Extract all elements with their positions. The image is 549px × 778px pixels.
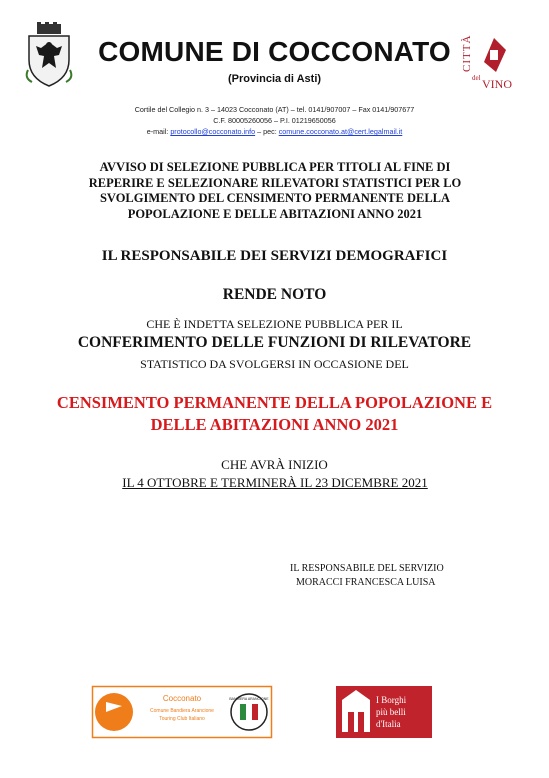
address-line: Cortile del Collegio n. 3 – 14023 Cocconato (AT) – tel. 0141/907007 – Fax 0141/907677 bbox=[134, 105, 415, 114]
statistico-line: STATISTICO DA SVOLGERSI IN OCCASIONE DEL bbox=[140, 357, 409, 371]
dates-line: IL 4 OTTOBRE E TERMINERÀ IL 23 DICEMBRE 2021 bbox=[122, 475, 428, 490]
bandiera-badge: BANDIERA ARANCIONE bbox=[229, 697, 269, 701]
signature-name: MORACCI FRANCESCA LUISA bbox=[296, 577, 436, 588]
pec-prefix: – pec: bbox=[255, 127, 279, 136]
notice-heading-line: AVVISO DI SELEZIONE PUBBLICA PER TITOLI AL FINE DI bbox=[99, 160, 451, 174]
indetta-line: CHE È INDETTA SELEZIONE PUBBLICA PER IL bbox=[146, 317, 403, 331]
pec-link[interactable]: comune.cocconato.at@cert.legalmail.it bbox=[278, 127, 403, 136]
notice-heading-line: REPERIRE E SELEZIONARE RILEVATORI STATISTICI PER LO bbox=[88, 175, 462, 190]
notice-heading-line: POPOLAZIONE E DELLE ABITAZIONI ANNO 2021 bbox=[127, 206, 423, 221]
town-title: COMUNE DI COCCONATO bbox=[98, 36, 451, 67]
bandiera-line2: Touring Club Italiano bbox=[159, 716, 205, 722]
signature-role: IL RESPONSABILE DEL SERVIZIO bbox=[290, 563, 444, 574]
citta-label: CITTÀ bbox=[461, 34, 473, 72]
contact-email-line bbox=[0, 127, 549, 136]
province-label: (Provincia di Asti) bbox=[227, 73, 322, 85]
vino-label: VINO bbox=[482, 77, 512, 91]
census-title-line-1: CENSIMENTO PERMANENTE DELLA POPOLAZIONE E bbox=[56, 393, 493, 412]
conferimento-line: CONFERIMENTO DELLE FUNZIONI DI RILEVATORE bbox=[77, 334, 472, 351]
announces-heading: RENDE NOTO bbox=[222, 286, 327, 303]
tax-line: C.F. 80005260056 – P.I. 01219650056 bbox=[213, 116, 336, 125]
bandiera-town: Cocconato bbox=[162, 694, 202, 703]
borghi-line2: più belli bbox=[376, 707, 406, 717]
start-line: CHE AVRÀ INIZIO bbox=[221, 457, 328, 472]
notice-heading-line: SVOLGIMENTO DEL CENSIMENTO PERMANENTE DELLA bbox=[99, 191, 451, 205]
notice-heading bbox=[60, 160, 490, 222]
census-title-line-2: DELLE ABITAZIONI ANNO 2021 bbox=[150, 415, 399, 434]
borghi-line1: I Borghi bbox=[376, 695, 407, 705]
responsible-heading: IL RESPONSABILE DEI SERVIZI DEMOGRAFICI bbox=[101, 248, 448, 264]
email-prefix: e-mail: bbox=[146, 127, 171, 136]
email-link[interactable]: protocollo@cocconato.info bbox=[170, 127, 256, 136]
bandiera-line1: Comune Bandiera Arancione bbox=[150, 708, 214, 714]
bandiera-arancione-logo bbox=[92, 686, 272, 738]
citta-del-vino-logo bbox=[461, 32, 514, 92]
del-label: del bbox=[472, 74, 481, 82]
borghi-line3: d'Italia bbox=[376, 719, 401, 729]
borghi-piu-belli-logo bbox=[336, 686, 432, 738]
